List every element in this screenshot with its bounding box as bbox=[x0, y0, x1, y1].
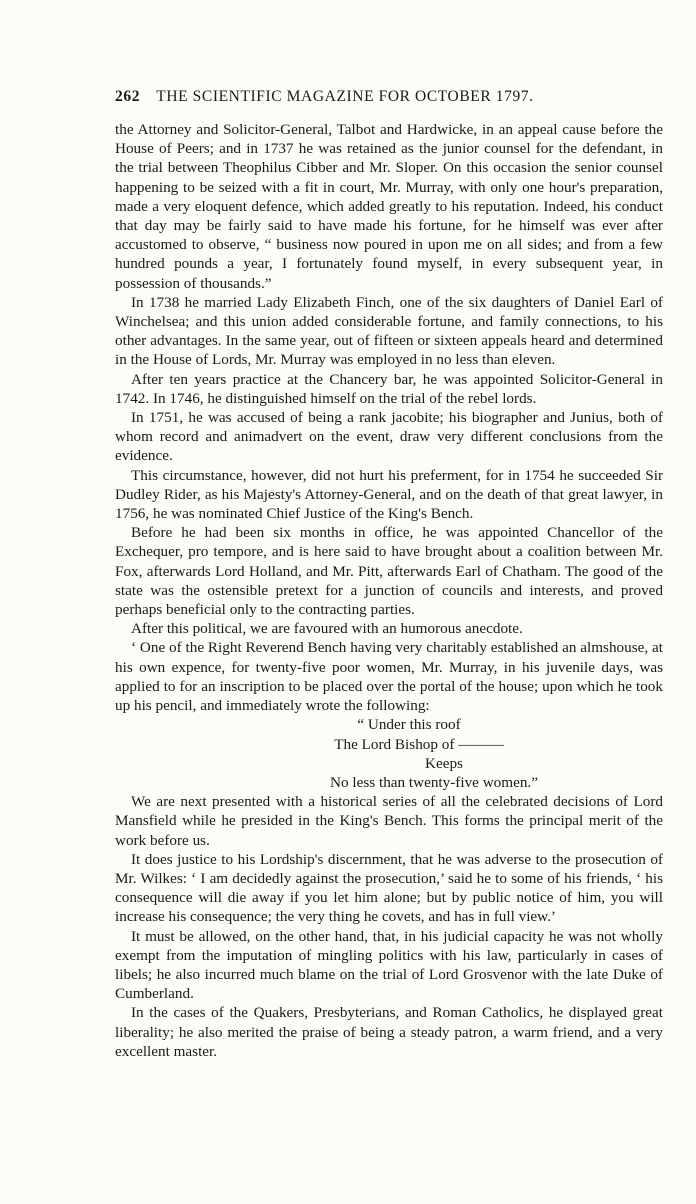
paragraph: This circumstance, however, did not hurt his preferment, for in 1754 he succeeded Sir Dudley Rider, as his Majesty's Attorney-General, and on the death of that great lawyer, in 1756, he was nominated Chief Justice of the King's Bench. bbox=[115, 466, 663, 523]
page-number: 262 bbox=[115, 88, 141, 105]
paragraph: After ten years practice at the Chancery bar, he was appointed Solicitor-General in 1742. In 1746, he distinguished himself on the trial of the rebel lords. bbox=[115, 370, 663, 407]
inscription-verse bbox=[115, 715, 663, 792]
paragraph: In the cases of the Quakers, Presbyterians, and Roman Catholics, he displayed great liberality; he also merited the praise of being a steady patron, a warm friend, and a very excellent master. bbox=[115, 1004, 663, 1060]
paragraph: After this political, we are favoured with an humorous anecdote. bbox=[131, 620, 523, 638]
verse-line: No less than twenty-five women.” bbox=[330, 773, 538, 791]
paragraph: In 1751, he was accused of being a rank jacobite; his biographer and Junius, both of whom record and animadvert on the event, draw very different conclusions from the evidence. bbox=[115, 409, 663, 465]
running-title: THE SCIENTIFIC MAGAZINE FOR OCTOBER 1797. bbox=[156, 88, 534, 105]
paragraph: Before he had been six months in office, he was appointed Chancellor of the Exchequer, pro tempore, and is here said to have brought about a coalition between Mr. Fox, afterwards Lord Holland, and Mr. Pitt, afterwards Earl of Chatham. The good of the state was the ostensible pretext for a junction of councils and interests, and proved perhaps beneficial only to the contracting parties. bbox=[115, 524, 663, 619]
paragraph: It does justice to his Lordship's discernment, that he was adverse to the prosecution of Mr. Wilkes: ‘ I am decidedly against the prosecution,’ said he to some of his friends, ‘ his consequence will die away if you let him alone; but by public notice of him, you will increase his consequence; the very thing he covets, and has in full view.’ bbox=[115, 850, 663, 926]
article-body bbox=[115, 120, 663, 1061]
verse-line: The Lord Bishop of ——— bbox=[334, 735, 504, 753]
verse-line: Keeps bbox=[425, 754, 463, 772]
paragraph: It must be allowed, on the other hand, that, in his judicial capacity he was not wholly exempt from the imputation of mingling politics with his law, particularly in cases of libels; he also incurred much blame on the trial of Lord Grosvenor with the late Duke of Cumberland. bbox=[115, 927, 663, 1003]
paragraph: In 1738 he married Lady Elizabeth Finch, one of the six daughters of Daniel Earl of Winchelsea; and this union added considerable fortune, and family connections, to his other advantages. In the same year, out of fifteen or sixteen appeals heard and determined in the House of Lords, Mr. Murray was employed in no less than eleven. bbox=[115, 293, 663, 369]
paragraph: the Attorney and Solicitor-General, Talbot and Hardwicke, in an appeal cause before the House of Peers; and in 1737 he was retained as the junior counsel for the defendant, in the trial between Theophilus Cibber and Mr. Sloper. On this occasion the senior counsel happening to be seized with a fit in court, Mr. Murray, with only one hour's preparation, made a very eloquent defence, which added greatly to his reputation. Indeed, his conduct that day may be fairly said to have made his fortune, for he himself was ever after accustomed to observe, “ business now poured in upon me on all sides; and from a few hundred pounds a year, I fortunately found myself, in every subsequent year, in possession of thousands.” bbox=[115, 121, 663, 292]
paragraph: We are next presented with a historical series of all the celebrated decisions of Lord Mansfield while he presided in the King's Bench. This forms the principal merit of the work before us. bbox=[115, 793, 663, 849]
paragraph: ‘ One of the Right Reverend Bench having very charitably established an almshouse, at his own expence, for twenty-five poor women, Mr. Murray, in his juvenile days, was applied to for an inscription to be placed over the portal of the house; upon which he took up his pencil, and immediately wrote the following: bbox=[115, 639, 663, 715]
verse-line: “ Under this roof bbox=[357, 716, 461, 734]
running-header bbox=[115, 88, 675, 114]
